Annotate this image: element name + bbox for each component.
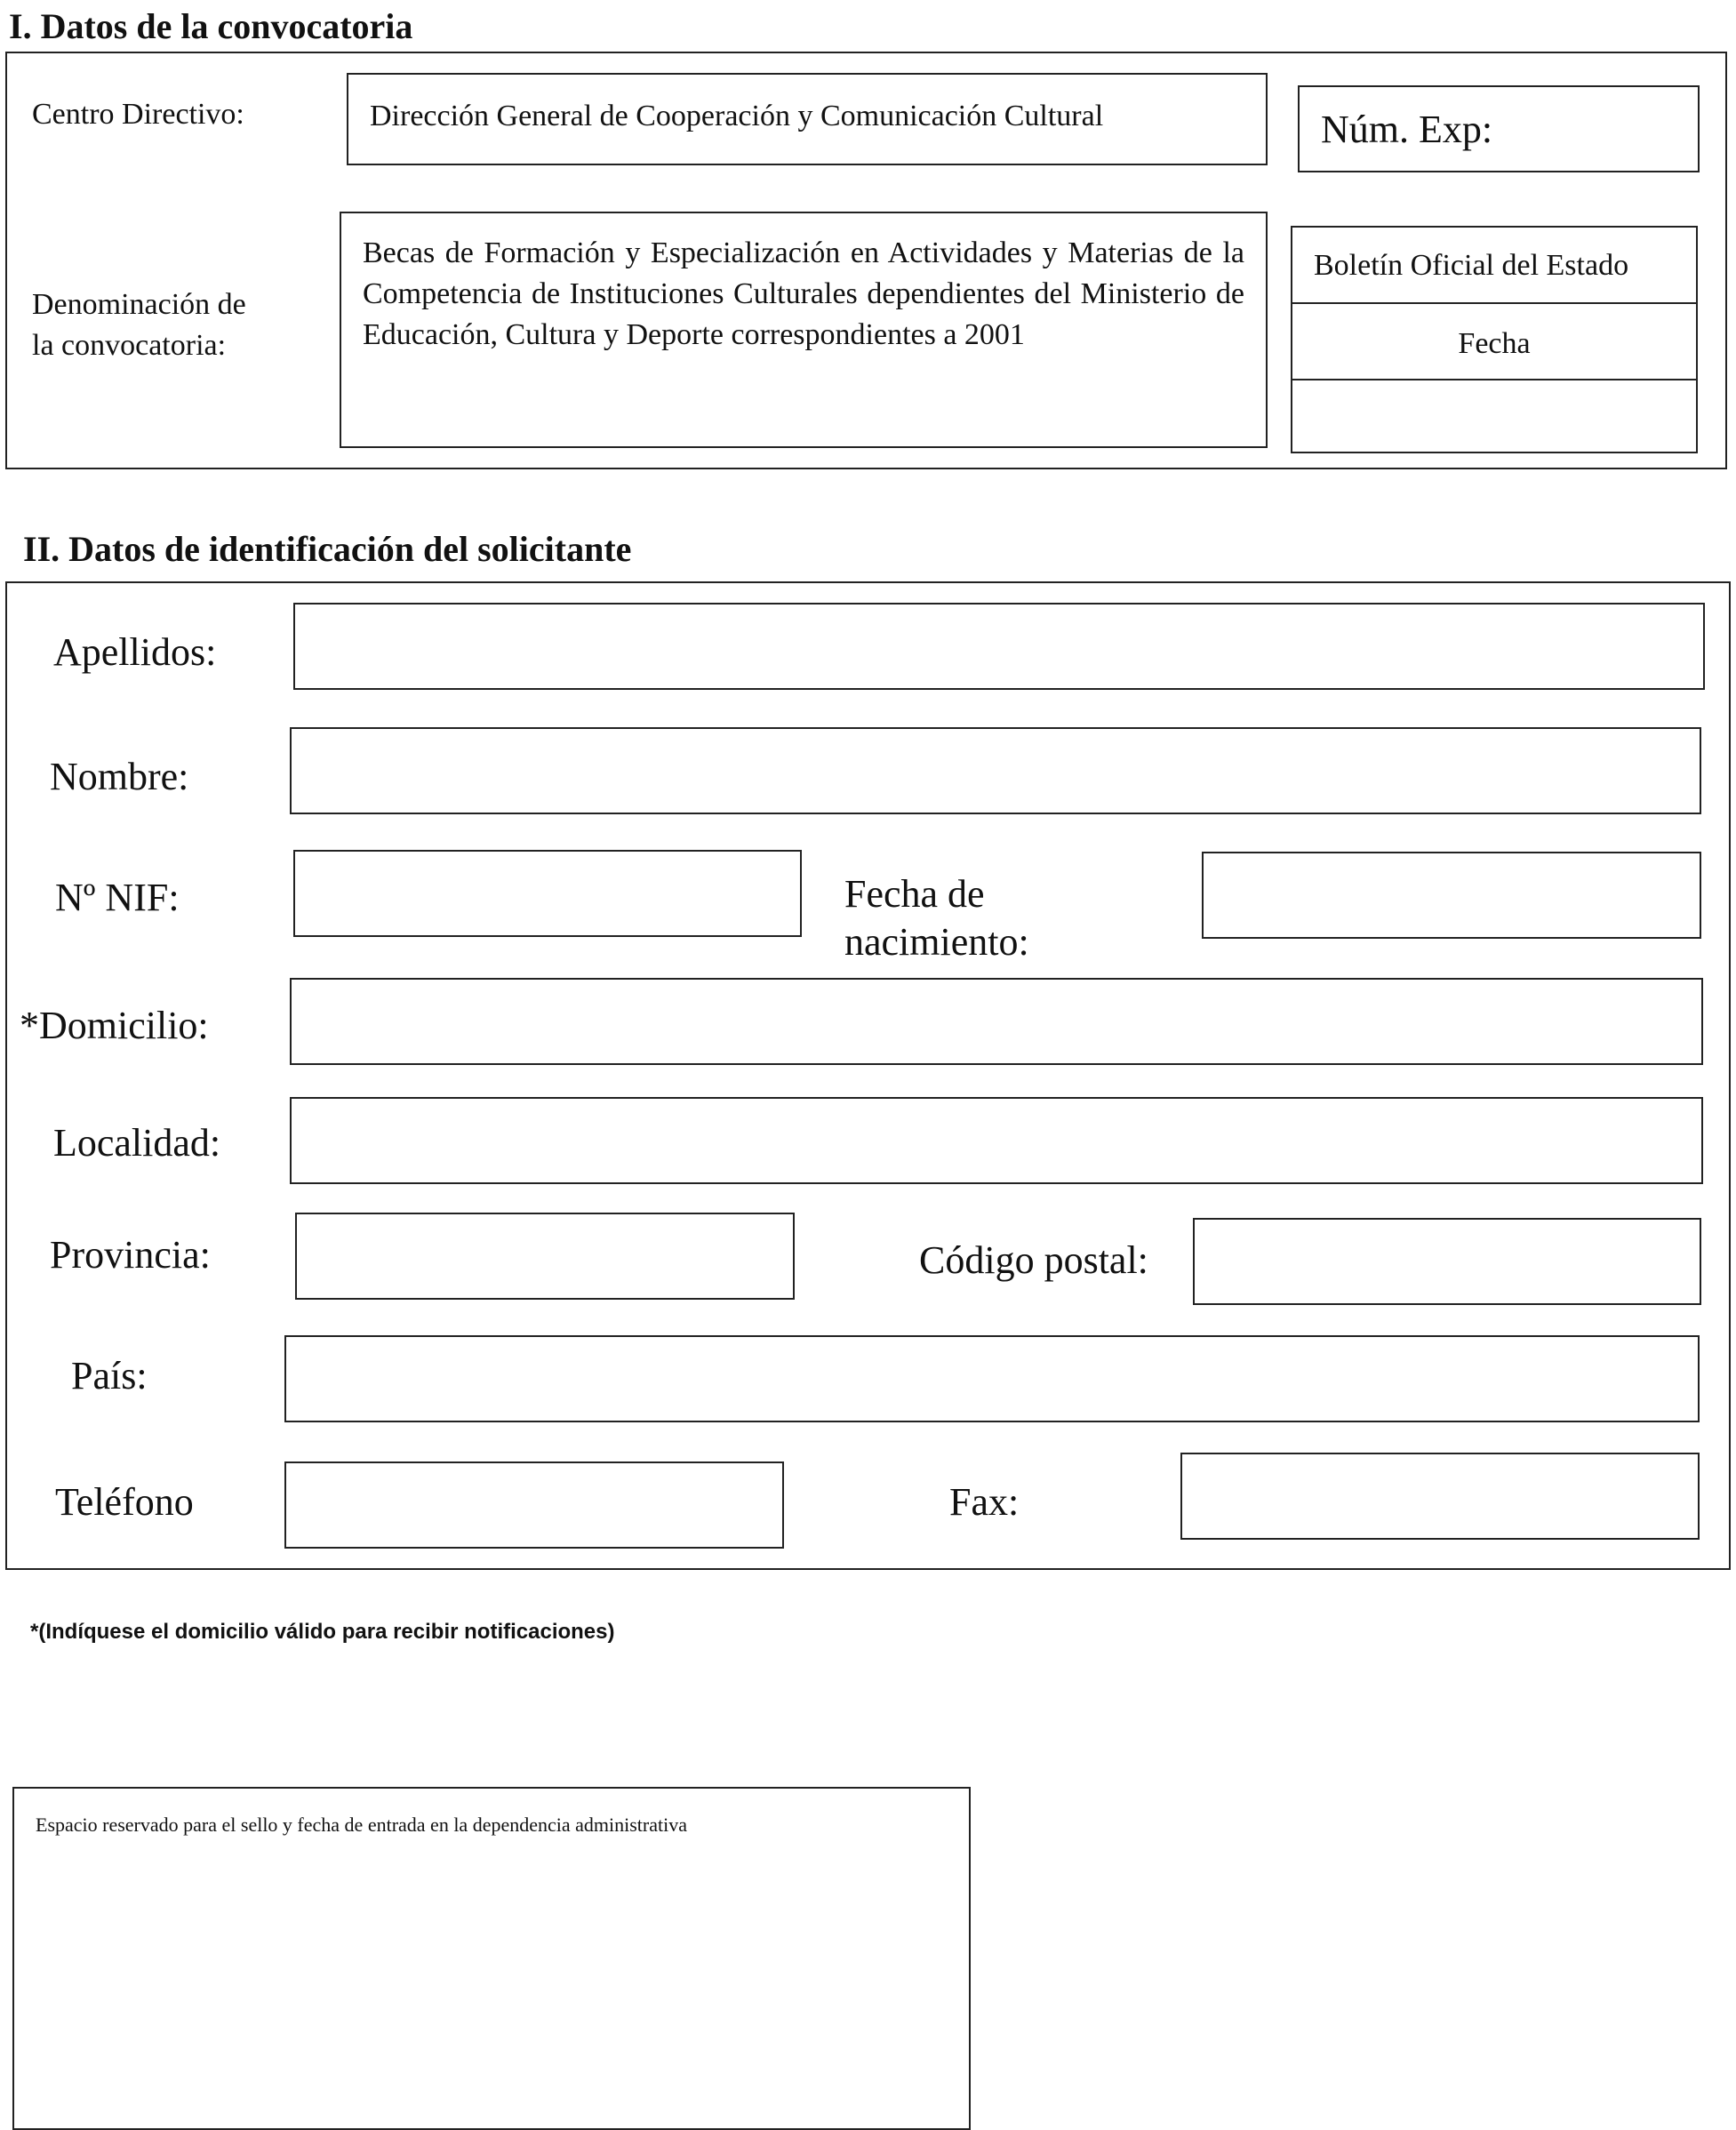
centro-directivo-field (347, 73, 1268, 165)
footnote: *(Indíquese el domicilio válido para recibir notificaciones) (30, 1620, 615, 1644)
telefono-label: Teléfono (55, 1480, 194, 1524)
fecha-nacimiento-label-line1: Fecha de (844, 872, 985, 916)
fax-field[interactable] (1180, 1453, 1700, 1540)
codigo-postal-field[interactable] (1193, 1218, 1701, 1305)
centro-directivo-value: Dirección General de Cooperación y Comunicación Cultural (370, 100, 1104, 132)
domicilio-field[interactable] (290, 978, 1703, 1065)
boletin-header (1291, 226, 1698, 304)
num-exp-label: Núm. Exp: (1321, 108, 1493, 151)
fecha-field[interactable] (1291, 379, 1698, 453)
pais-label: País: (71, 1354, 148, 1397)
fecha-nacimiento-field[interactable] (1202, 852, 1701, 939)
section2-heading: II. Datos de identificación del solicitante (23, 529, 632, 569)
localidad-field[interactable] (290, 1097, 1703, 1184)
telefono-field[interactable] (284, 1461, 784, 1549)
fecha-nacimiento-label-line2: nacimiento: (844, 920, 1029, 964)
nif-label: Nº NIF: (55, 876, 180, 919)
codigo-postal-label: Código postal: (919, 1238, 1148, 1282)
nif-field[interactable] (293, 850, 802, 937)
apellidos-field[interactable] (293, 603, 1705, 690)
fecha-header (1291, 302, 1698, 380)
stamp-box-label: Espacio reservado para el sello y fecha de entrada en la dependencia administrativa (36, 1814, 687, 1836)
denominacion-field (340, 212, 1268, 448)
boletin-label: Boletín Oficial del Estado (1314, 249, 1629, 282)
centro-directivo-label: Centro Directivo: (32, 98, 244, 131)
denominacion-label-line2: la convocatoria: (32, 329, 227, 362)
provincia-field[interactable] (295, 1213, 795, 1300)
localidad-label: Localidad: (53, 1121, 221, 1165)
domicilio-label: *Domicilio: (20, 1004, 209, 1047)
fecha-label: Fecha (1458, 327, 1531, 360)
num-exp-field[interactable] (1298, 85, 1700, 172)
stamp-box (12, 1787, 971, 2130)
pais-field[interactable] (284, 1335, 1700, 1422)
nombre-label: Nombre: (50, 755, 189, 798)
section1-heading: I. Datos de la convocatoria (9, 6, 413, 46)
provincia-label: Provincia: (50, 1233, 211, 1277)
denominacion-label-line1: Denominación de (32, 288, 246, 321)
apellidos-label: Apellidos: (53, 630, 217, 674)
fax-label: Fax: (949, 1480, 1020, 1524)
nombre-field[interactable] (290, 727, 1701, 814)
denominacion-value: Becas de Formación y Especialización en Actividades y Materias de la Competencia de Instituciones Culturales dependientes del Ministerio de Educación, Cultura y Deporte correspondientes a 2001 (363, 236, 1244, 351)
